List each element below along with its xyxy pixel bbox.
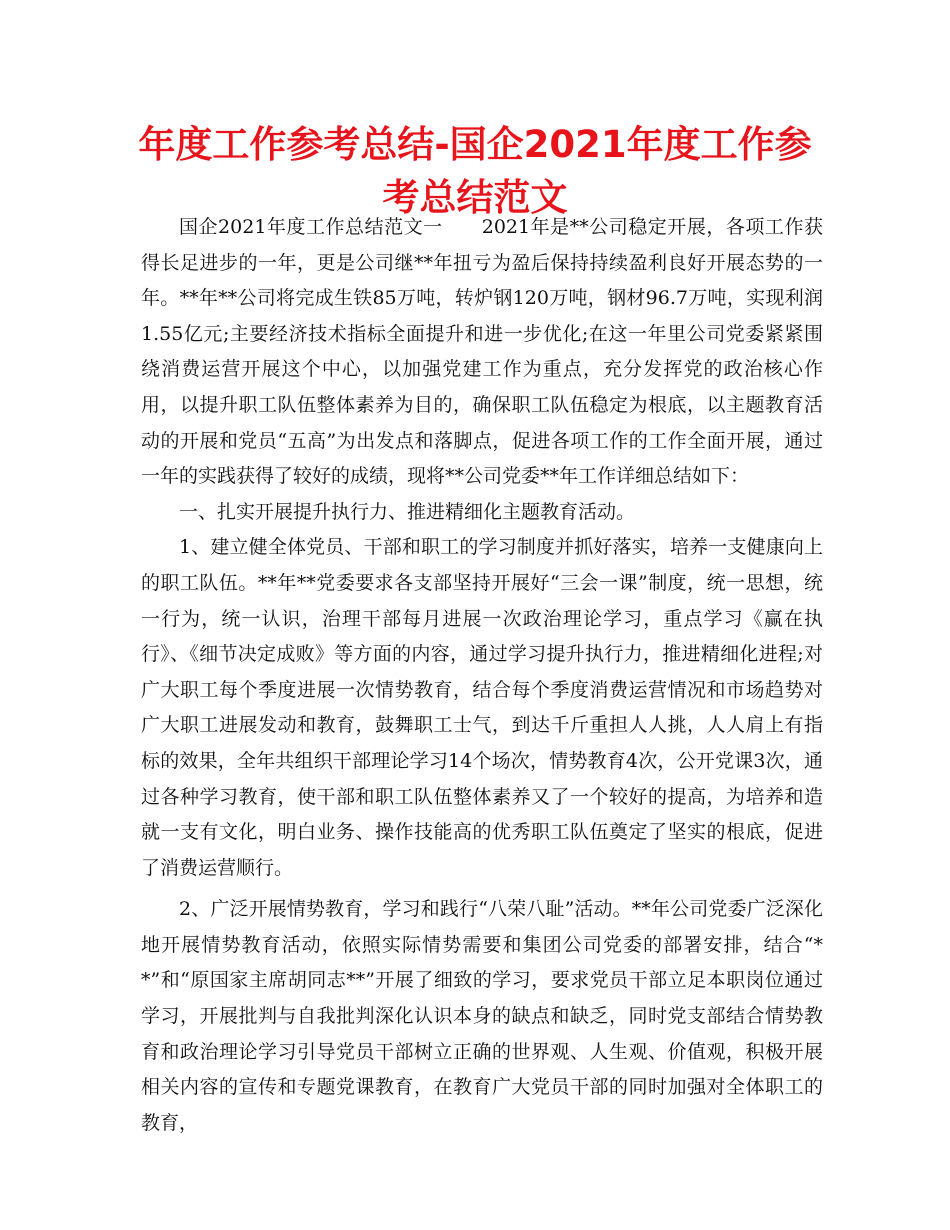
document-body <box>141 210 823 1141</box>
item-1-paragraph: 1、建立健全体党员、干部和职工的学习制度并抓好落实，培养一支健康向上的职工队伍。**年**党委要求各支部坚持开展好“三会一课”制度，统一思想，统一行为，统一认识，治理干部每月进展一次政治理论学习，重点学习《赢在执行》、《细节决定成败》等方面的内容，通过学习提升执行力，推进精细化进程;对广大职工每个季度进展一次情势教育，结合每个季度消费运营情况和市场趋势对广大职工进展发动和教育，鼓舞职工士气，到达千斤重担人人挑，人人肩上有指标的效果，全年共组织干部理论学习14个场次，情势教育4次，公开党课3次，通过各种学习教育，使干部和职工队伍整体素养又了一个较好的提高，为培养和造就一支有文化，明白业务、操作技能高的优秀职工队伍奠定了坚实的根底，促进了消费运营顺行。 <box>141 536 823 879</box>
item-2-paragraph: 2、广泛开展情势教育，学习和践行“八荣八耻”活动。**年公司党委广泛深化地开展情势教育活动，依照实际情势需要和集团公司党委的部署安排，结合“**”和“原国家主席胡同志**”开展了细致的学习，要求党员干部立足本职岗位通过学习，开展批判与自我批判深化认识本身的缺点和缺乏，同时党支部结合情势教育和政治理论学习引导党员干部树立正确的世界观、人生观、价值观，积极开展相关内容的宣传和专题党课教育，在教育广大党员干部的同时加强对全体职工的教育， <box>141 898 823 1134</box>
section-heading-1: 一、扎实开展提升执行力、推进精细化主题教育活动。 <box>179 500 636 523</box>
document-title: 年度工作参考总结-国企2021年度工作参考总结范文 <box>138 123 812 219</box>
intro-paragraph: 国企2021年度工作总结范文一 2021年是**公司稳定开展，各项工作获得长足进步的一年，更是公司继**年扭亏为盈后保持持续盈利良好开展态势的一年。**年**公司将完成生铁85万吨，转炉钢120万吨，钢材96.7万吨，实现利润1.55亿元;主要经济技术指标全面提升和进一步优化;在这一年里公司党委紧紧围绕消费运营开展这个中心，以加强党建工作为重点，充分发挥党的政治核心作用，以提升职工队伍整体素养为目的，确保职工队伍稳定为根底，以主题教育活动的开展和党员“五高”为出发点和落脚点，促进各项工作的工作全面开展，通过一年的实践获得了较好的成绩，现将**公司党委**年工作详细总结如下： <box>141 216 823 488</box>
